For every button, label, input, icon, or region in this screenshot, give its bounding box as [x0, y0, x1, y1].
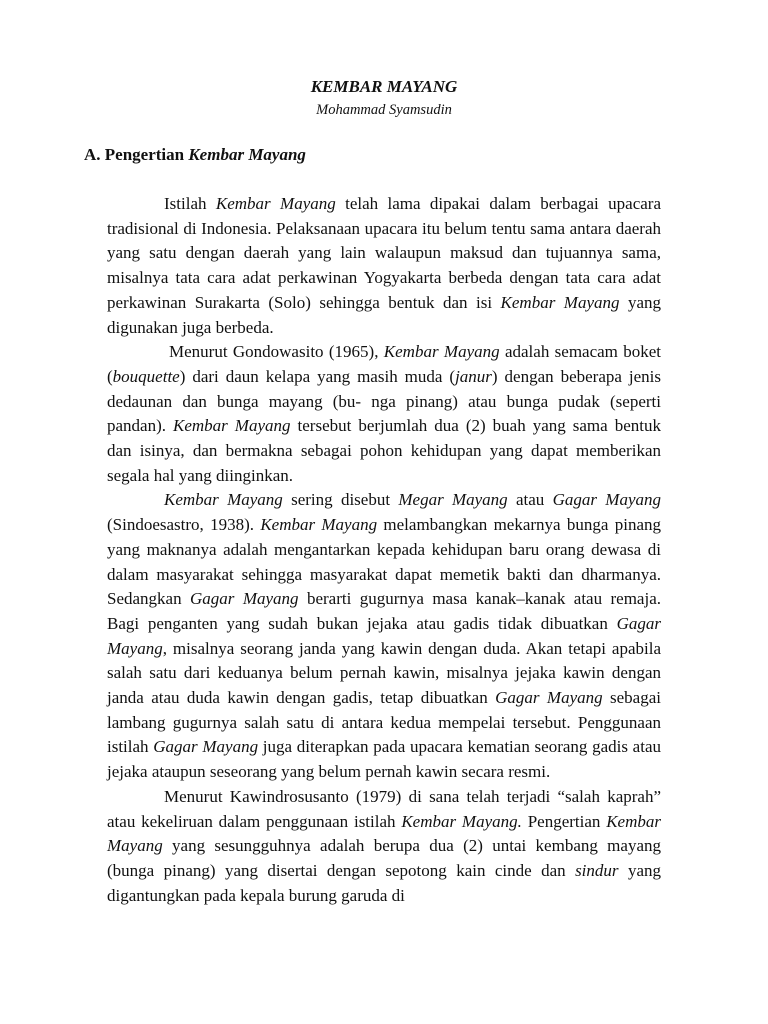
- italic-term: sindur: [575, 860, 619, 880]
- italic-term: Gagar Mayang: [190, 589, 299, 609]
- italic-term: Kembar Mayang: [164, 490, 283, 510]
- text-run: juga diterapkan pada upacara kematian seorang gadis atau jejaka ataupun seseorang yang belum pernah kawin secara resmi.: [107, 737, 661, 782]
- text-run: , misalnya seorang janda yang kawin dengan duda. Akan tetapi apabila salah satu dari keduanya belum pernah kawin, misalnya jejaka kawin dengan janda atau duda kawin dengan gadis, tetap dibuatkan: [107, 638, 661, 708]
- italic-term: Kembar Mayang.: [401, 811, 522, 831]
- paragraph: [107, 785, 661, 909]
- section-heading: [84, 143, 306, 167]
- italic-term: Megar Mayang: [398, 490, 508, 510]
- text-run: melambangkan mekarnya bunga pinang yang maknanya adalah mengantarkan kepada kehidupan baru orang dewasa di dalam masyarakat sehingga masyarakat dapat memetik bakti dan dharmanya. Sedangkan: [107, 515, 662, 609]
- text-run: Pengertian: [521, 811, 607, 831]
- text-run: telah lama dipakai dalam berbagai upacara tradisional di Indonesia. Pelaksanaan upacara itu belum tentu sama antara daerah yang satu dengan daerah yang lain walaupun maksud dan tujuannya sama, misalnya tata cara adat perkawinan Yogyakarta berbeda dengan tata cara adat perkawinan Surakarta (Solo) sehingga bentuk dan isi: [107, 194, 661, 312]
- text-run: yang digantungkan pada kepala burung garuda di: [107, 860, 661, 905]
- paragraph: [107, 192, 661, 340]
- text-run: Istilah: [164, 194, 216, 213]
- text-run: (Sindoesastro, 1938).: [107, 515, 261, 535]
- italic-term: Kembar Mayang: [260, 515, 378, 535]
- body-text: [107, 192, 661, 908]
- document-title: KEMBAR MAYANG: [310, 77, 458, 96]
- text-run: yang sesungguhnya adalah berupa dua (2) untai kembang mayang (bunga pinang) yang disertai dengan sepotong kain cinde dan: [107, 836, 661, 880]
- text-run: atau: [507, 490, 553, 510]
- text-run: adalah semacam boket (: [107, 342, 662, 386]
- section-heading-label: A. Pengertian: [84, 145, 185, 164]
- italic-term: Gagar Mayang: [153, 737, 259, 757]
- text-run: sering disebut: [282, 490, 399, 510]
- text-run: Menurut Gondowasito (1965),: [169, 342, 384, 362]
- text-run: sebagai lambang gugurnya salah satu di antara kedua mempelai tersebut. Penggunaan istilah: [107, 688, 661, 757]
- italic-term: bouquette: [112, 366, 180, 386]
- text-run: Menurut Kawindrosusanto (1979) di sana telah terjadi “salah kaprah” atau kekeliruan dalam penggunaan istilah: [107, 786, 661, 831]
- italic-term: Kembar Mayang: [500, 292, 620, 312]
- text-run: yang digunakan juga berbeda.: [107, 292, 661, 337]
- text-run: tersebut berjumlah dua (2) buah yang sama bentuk dan isinya, dan bermakna sebagai pohon kehidupan yang dapat memberikan segala hal yang diinginkan.: [107, 416, 661, 485]
- text-run: ) dari daun kelapa yang masih muda (: [179, 366, 456, 386]
- text-run: berarti gugurnya masa kanak–kanak atau remaja. Bagi penganten yang sudah bukan jejaka atau gadis tidak dibuatkan: [107, 589, 661, 633]
- italic-term: janur: [455, 366, 492, 386]
- italic-term: Kembar Mayang: [107, 811, 661, 856]
- section-heading-term: Kembar Mayang: [188, 145, 306, 164]
- paragraph: [107, 488, 661, 784]
- author-name: Mohammad Syamsudin: [316, 102, 452, 118]
- italic-term: Kembar Mayang: [383, 342, 500, 362]
- italic-term: Kembar Mayang: [215, 194, 336, 213]
- italic-term: Gagar Mayang: [495, 688, 603, 708]
- paragraph: [107, 340, 661, 488]
- italic-term: Gagar Mayang: [552, 490, 662, 510]
- text-run: ) dengan beberapa jenis dedaunan dan bunga mayang (bu- nga pinang) atau bunga pudak (seperti pandan).: [107, 366, 662, 436]
- italic-term: Kembar Mayang: [173, 416, 291, 436]
- italic-term: Gagar Mayang: [107, 613, 661, 658]
